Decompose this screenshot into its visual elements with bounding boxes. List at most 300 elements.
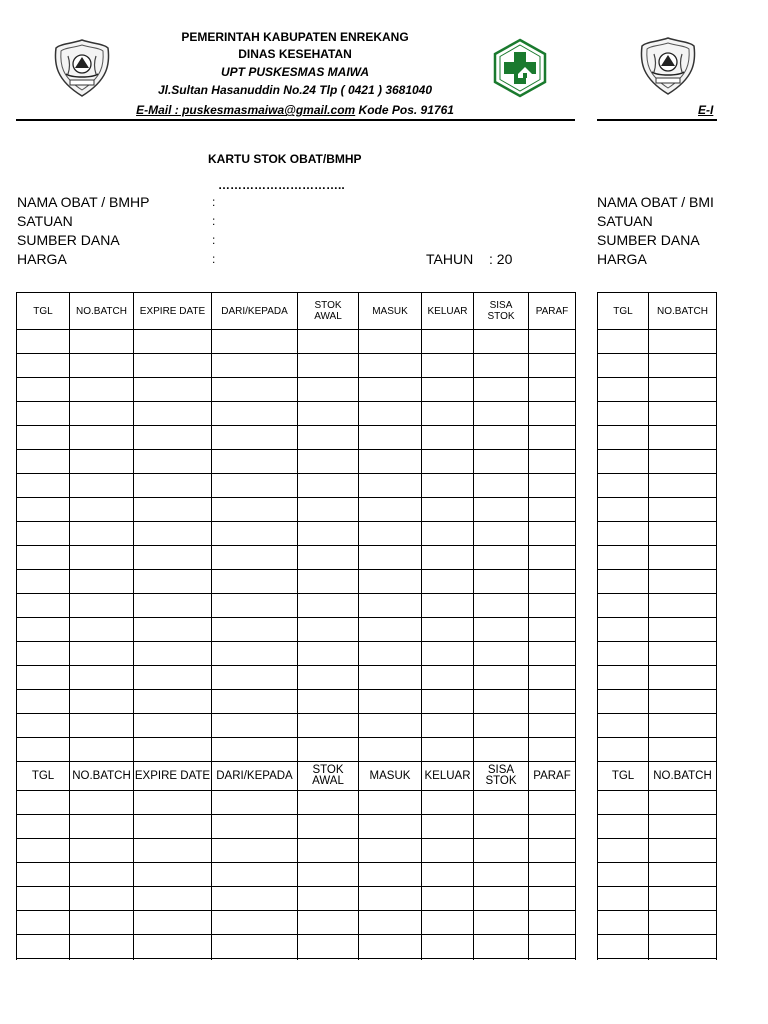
stock-entry-cell[interactable] [529, 594, 576, 618]
stock-entry-cell[interactable] [212, 935, 298, 959]
right-entry-cell[interactable] [717, 815, 718, 839]
right-entry-cell[interactable] [649, 618, 717, 642]
stock-entry-cell[interactable] [474, 426, 529, 450]
stock-entry-cell[interactable] [212, 450, 298, 474]
right-entry-cell[interactable] [717, 546, 718, 570]
stock-entry-cell[interactable] [212, 402, 298, 426]
stock-entry-cell[interactable] [17, 738, 70, 762]
stock-entry-cell[interactable] [529, 690, 576, 714]
stock-entry-cell[interactable] [70, 714, 134, 738]
right-entry-cell[interactable] [598, 714, 649, 738]
stock-entry-cell[interactable] [134, 546, 212, 570]
right-entry-cell[interactable] [717, 594, 718, 618]
stock-entry-cell[interactable] [474, 887, 529, 911]
stock-entry-cell[interactable] [359, 738, 422, 762]
right-entry-cell[interactable] [649, 666, 717, 690]
right-entry-cell[interactable] [717, 887, 718, 911]
right-entry-cell[interactable] [649, 354, 717, 378]
stock-entry-cell[interactable] [17, 911, 70, 935]
stock-entry-cell[interactable] [359, 642, 422, 666]
stock-entry-cell[interactable] [17, 815, 70, 839]
stock-entry-cell[interactable] [298, 330, 359, 354]
stock-entry-cell[interactable] [212, 330, 298, 354]
right-entry-cell[interactable] [649, 791, 717, 815]
right-entry-cell[interactable] [717, 330, 718, 354]
stock-entry-cell[interactable] [134, 522, 212, 546]
right-entry-cell[interactable] [649, 450, 717, 474]
stock-entry-cell[interactable] [422, 618, 474, 642]
right-entry-cell[interactable] [598, 426, 649, 450]
right-entry-cell[interactable] [717, 642, 718, 666]
stock-entry-cell[interactable] [17, 935, 70, 959]
stock-entry-cell[interactable] [359, 714, 422, 738]
stock-entry-cell[interactable] [474, 935, 529, 959]
stock-entry-cell[interactable] [17, 959, 70, 961]
right-entry-cell[interactable] [598, 815, 649, 839]
stock-entry-cell[interactable] [70, 738, 134, 762]
right-entry-cell[interactable] [717, 426, 718, 450]
stock-entry-cell[interactable] [212, 426, 298, 450]
stock-entry-cell[interactable] [70, 426, 134, 450]
stock-entry-cell[interactable] [70, 402, 134, 426]
stock-entry-cell[interactable] [474, 546, 529, 570]
stock-entry-cell[interactable] [212, 690, 298, 714]
stock-entry-cell[interactable] [134, 839, 212, 863]
stock-entry-cell[interactable] [17, 887, 70, 911]
stock-entry-cell[interactable] [298, 474, 359, 498]
stock-entry-cell[interactable] [70, 666, 134, 690]
stock-entry-cell[interactable] [70, 935, 134, 959]
stock-entry-cell[interactable] [134, 791, 212, 815]
stock-entry-cell[interactable] [298, 935, 359, 959]
stock-entry-cell[interactable] [422, 570, 474, 594]
stock-entry-cell[interactable] [529, 935, 576, 959]
stock-entry-cell[interactable] [212, 378, 298, 402]
stock-entry-cell[interactable] [359, 911, 422, 935]
right-entry-cell[interactable] [649, 642, 717, 666]
stock-entry-cell[interactable] [298, 426, 359, 450]
stock-entry-cell[interactable] [422, 935, 474, 959]
stock-entry-cell[interactable] [474, 791, 529, 815]
stock-entry-cell[interactable] [474, 330, 529, 354]
stock-entry-cell[interactable] [17, 330, 70, 354]
right-entry-cell[interactable] [717, 839, 718, 863]
stock-entry-cell[interactable] [529, 839, 576, 863]
stock-entry-cell[interactable] [17, 474, 70, 498]
right-entry-cell[interactable] [649, 839, 717, 863]
stock-entry-cell[interactable] [422, 714, 474, 738]
stock-entry-cell[interactable] [359, 498, 422, 522]
stock-entry-cell[interactable] [474, 474, 529, 498]
stock-entry-cell[interactable] [529, 498, 576, 522]
stock-entry-cell[interactable] [70, 570, 134, 594]
stock-entry-cell[interactable] [70, 690, 134, 714]
stock-entry-cell[interactable] [529, 666, 576, 690]
stock-entry-cell[interactable] [359, 887, 422, 911]
stock-entry-cell[interactable] [70, 911, 134, 935]
right-entry-cell[interactable] [649, 714, 717, 738]
right-entry-cell[interactable] [598, 474, 649, 498]
right-entry-cell[interactable] [717, 690, 718, 714]
stock-entry-cell[interactable] [134, 815, 212, 839]
right-entry-cell[interactable] [649, 959, 717, 961]
stock-entry-cell[interactable] [212, 738, 298, 762]
stock-entry-cell[interactable] [17, 666, 70, 690]
stock-entry-cell[interactable] [529, 330, 576, 354]
stock-entry-cell[interactable] [298, 959, 359, 961]
right-entry-cell[interactable] [717, 570, 718, 594]
right-entry-cell[interactable] [717, 791, 718, 815]
stock-entry-cell[interactable] [422, 546, 474, 570]
stock-entry-cell[interactable] [17, 378, 70, 402]
stock-entry-cell[interactable] [134, 738, 212, 762]
stock-entry-cell[interactable] [70, 642, 134, 666]
stock-entry-cell[interactable] [134, 935, 212, 959]
stock-entry-cell[interactable] [17, 402, 70, 426]
stock-entry-cell[interactable] [422, 402, 474, 426]
stock-entry-cell[interactable] [298, 594, 359, 618]
right-entry-cell[interactable] [649, 911, 717, 935]
stock-entry-cell[interactable] [17, 522, 70, 546]
stock-entry-cell[interactable] [359, 570, 422, 594]
stock-entry-cell[interactable] [298, 450, 359, 474]
right-entry-cell[interactable] [649, 738, 717, 762]
stock-entry-cell[interactable] [359, 690, 422, 714]
stock-entry-cell[interactable] [529, 887, 576, 911]
stock-entry-cell[interactable] [529, 378, 576, 402]
stock-entry-cell[interactable] [134, 378, 212, 402]
right-entry-cell[interactable] [598, 839, 649, 863]
stock-entry-cell[interactable] [17, 594, 70, 618]
right-entry-cell[interactable] [598, 594, 649, 618]
stock-entry-cell[interactable] [359, 863, 422, 887]
stock-entry-cell[interactable] [474, 378, 529, 402]
right-entry-cell[interactable] [649, 426, 717, 450]
stock-entry-cell[interactable] [212, 498, 298, 522]
right-entry-cell[interactable] [598, 546, 649, 570]
stock-entry-cell[interactable] [212, 570, 298, 594]
right-entry-cell[interactable] [598, 690, 649, 714]
stock-entry-cell[interactable] [529, 426, 576, 450]
stock-entry-cell[interactable] [70, 594, 134, 618]
stock-entry-cell[interactable] [212, 474, 298, 498]
right-entry-cell[interactable] [649, 690, 717, 714]
stock-entry-cell[interactable] [134, 911, 212, 935]
right-entry-cell[interactable] [717, 450, 718, 474]
right-entry-cell[interactable] [598, 498, 649, 522]
stock-entry-cell[interactable] [359, 791, 422, 815]
stock-entry-cell[interactable] [212, 618, 298, 642]
right-entry-cell[interactable] [649, 863, 717, 887]
right-entry-cell[interactable] [598, 570, 649, 594]
stock-entry-cell[interactable] [474, 402, 529, 426]
stock-entry-cell[interactable] [422, 426, 474, 450]
stock-entry-cell[interactable] [134, 887, 212, 911]
stock-entry-cell[interactable] [529, 911, 576, 935]
stock-entry-cell[interactable] [298, 378, 359, 402]
right-entry-cell[interactable] [717, 666, 718, 690]
stock-entry-cell[interactable] [212, 815, 298, 839]
stock-entry-cell[interactable] [474, 959, 529, 961]
stock-entry-cell[interactable] [474, 815, 529, 839]
stock-entry-cell[interactable] [359, 474, 422, 498]
stock-entry-cell[interactable] [529, 714, 576, 738]
stock-entry-cell[interactable] [359, 354, 422, 378]
right-entry-cell[interactable] [717, 498, 718, 522]
stock-entry-cell[interactable] [70, 378, 134, 402]
right-entry-cell[interactable] [598, 522, 649, 546]
stock-entry-cell[interactable] [474, 594, 529, 618]
stock-entry-cell[interactable] [17, 618, 70, 642]
stock-entry-cell[interactable] [359, 402, 422, 426]
stock-entry-cell[interactable] [359, 426, 422, 450]
right-entry-cell[interactable] [598, 354, 649, 378]
stock-entry-cell[interactable] [134, 450, 212, 474]
right-entry-cell[interactable] [649, 402, 717, 426]
stock-entry-cell[interactable] [212, 839, 298, 863]
stock-entry-cell[interactable] [359, 839, 422, 863]
stock-entry-cell[interactable] [474, 642, 529, 666]
stock-entry-cell[interactable] [212, 666, 298, 690]
stock-entry-cell[interactable] [134, 959, 212, 961]
email-link[interactable]: E-Mail : puskesmasmaiwa@gmail.com [136, 103, 356, 117]
stock-entry-cell[interactable] [70, 522, 134, 546]
right-entry-cell[interactable] [717, 935, 718, 959]
stock-entry-cell[interactable] [422, 354, 474, 378]
stock-entry-cell[interactable] [422, 378, 474, 402]
stock-entry-cell[interactable] [422, 642, 474, 666]
stock-entry-cell[interactable] [298, 354, 359, 378]
right-entry-cell[interactable] [649, 474, 717, 498]
stock-entry-cell[interactable] [359, 522, 422, 546]
stock-entry-cell[interactable] [17, 839, 70, 863]
stock-entry-cell[interactable] [529, 450, 576, 474]
stock-entry-cell[interactable] [298, 522, 359, 546]
stock-entry-cell[interactable] [134, 618, 212, 642]
stock-entry-cell[interactable] [298, 839, 359, 863]
stock-entry-cell[interactable] [70, 815, 134, 839]
stock-entry-cell[interactable] [359, 330, 422, 354]
stock-entry-cell[interactable] [298, 666, 359, 690]
stock-entry-cell[interactable] [70, 618, 134, 642]
stock-entry-cell[interactable] [17, 354, 70, 378]
stock-entry-cell[interactable] [17, 426, 70, 450]
stock-entry-cell[interactable] [474, 498, 529, 522]
stock-entry-cell[interactable] [212, 642, 298, 666]
stock-entry-cell[interactable] [474, 354, 529, 378]
stock-entry-cell[interactable] [70, 546, 134, 570]
right-entry-cell[interactable] [717, 378, 718, 402]
stock-entry-cell[interactable] [70, 498, 134, 522]
right-entry-cell[interactable] [598, 642, 649, 666]
stock-entry-cell[interactable] [359, 546, 422, 570]
right-entry-cell[interactable] [598, 738, 649, 762]
stock-entry-cell[interactable] [298, 738, 359, 762]
stock-entry-cell[interactable] [529, 642, 576, 666]
stock-entry-cell[interactable] [134, 354, 212, 378]
right-entry-cell[interactable] [598, 402, 649, 426]
right-entry-cell[interactable] [649, 498, 717, 522]
stock-entry-cell[interactable] [474, 863, 529, 887]
stock-entry-cell[interactable] [134, 594, 212, 618]
stock-entry-cell[interactable] [422, 474, 474, 498]
stock-entry-cell[interactable] [359, 959, 422, 961]
stock-entry-cell[interactable] [298, 815, 359, 839]
stock-entry-cell[interactable] [70, 474, 134, 498]
stock-entry-cell[interactable] [298, 618, 359, 642]
right-entry-cell[interactable] [717, 714, 718, 738]
stock-entry-cell[interactable] [70, 354, 134, 378]
stock-entry-cell[interactable] [422, 911, 474, 935]
stock-entry-cell[interactable] [474, 839, 529, 863]
stock-entry-cell[interactable] [529, 474, 576, 498]
stock-entry-cell[interactable] [212, 863, 298, 887]
stock-entry-cell[interactable] [134, 690, 212, 714]
stock-entry-cell[interactable] [134, 426, 212, 450]
stock-entry-cell[interactable] [212, 522, 298, 546]
stock-entry-cell[interactable] [212, 911, 298, 935]
right-entry-cell[interactable] [649, 594, 717, 618]
stock-entry-cell[interactable] [359, 594, 422, 618]
right-entry-cell[interactable] [717, 354, 718, 378]
stock-entry-cell[interactable] [474, 570, 529, 594]
stock-entry-cell[interactable] [17, 791, 70, 815]
stock-entry-cell[interactable] [529, 791, 576, 815]
stock-entry-cell[interactable] [422, 690, 474, 714]
stock-entry-cell[interactable] [474, 618, 529, 642]
stock-entry-cell[interactable] [298, 570, 359, 594]
stock-entry-cell[interactable] [422, 666, 474, 690]
right-entry-cell[interactable] [717, 522, 718, 546]
right-entry-cell[interactable] [717, 911, 718, 935]
stock-entry-cell[interactable] [529, 570, 576, 594]
stock-entry-cell[interactable] [298, 911, 359, 935]
right-entry-cell[interactable] [598, 618, 649, 642]
right-entry-cell[interactable] [598, 863, 649, 887]
stock-entry-cell[interactable] [422, 959, 474, 961]
stock-entry-cell[interactable] [134, 863, 212, 887]
stock-entry-cell[interactable] [212, 546, 298, 570]
right-entry-cell[interactable] [717, 738, 718, 762]
stock-entry-cell[interactable] [359, 618, 422, 642]
stock-entry-cell[interactable] [422, 498, 474, 522]
stock-entry-cell[interactable] [422, 450, 474, 474]
right-entry-cell[interactable] [649, 887, 717, 911]
stock-entry-cell[interactable] [298, 690, 359, 714]
stock-entry-cell[interactable] [529, 354, 576, 378]
stock-entry-cell[interactable] [422, 738, 474, 762]
stock-entry-cell[interactable] [298, 498, 359, 522]
stock-entry-cell[interactable] [422, 863, 474, 887]
stock-entry-cell[interactable] [474, 690, 529, 714]
stock-entry-cell[interactable] [298, 546, 359, 570]
right-entry-cell[interactable] [649, 546, 717, 570]
stock-entry-cell[interactable] [298, 714, 359, 738]
right-entry-cell[interactable] [598, 791, 649, 815]
stock-entry-cell[interactable] [212, 714, 298, 738]
right-entry-cell[interactable] [598, 911, 649, 935]
stock-entry-cell[interactable] [422, 594, 474, 618]
stock-entry-cell[interactable] [134, 714, 212, 738]
stock-entry-cell[interactable] [17, 546, 70, 570]
stock-entry-cell[interactable] [70, 887, 134, 911]
stock-entry-cell[interactable] [70, 450, 134, 474]
stock-entry-cell[interactable] [474, 522, 529, 546]
stock-entry-cell[interactable] [70, 330, 134, 354]
stock-entry-cell[interactable] [298, 887, 359, 911]
stock-entry-cell[interactable] [70, 863, 134, 887]
right-entry-cell[interactable] [649, 815, 717, 839]
right-entry-cell[interactable] [649, 935, 717, 959]
stock-entry-cell[interactable] [212, 354, 298, 378]
right-entry-cell[interactable] [649, 522, 717, 546]
stock-entry-cell[interactable] [134, 474, 212, 498]
stock-entry-cell[interactable] [70, 791, 134, 815]
right-entry-cell[interactable] [598, 378, 649, 402]
stock-entry-cell[interactable] [474, 450, 529, 474]
stock-entry-cell[interactable] [212, 594, 298, 618]
stock-entry-cell[interactable] [134, 570, 212, 594]
stock-entry-cell[interactable] [422, 330, 474, 354]
right-entry-cell[interactable] [717, 474, 718, 498]
right-entry-cell[interactable] [649, 330, 717, 354]
stock-entry-cell[interactable] [529, 618, 576, 642]
stock-entry-cell[interactable] [474, 911, 529, 935]
stock-entry-cell[interactable] [212, 887, 298, 911]
stock-entry-cell[interactable] [529, 546, 576, 570]
stock-entry-cell[interactable] [359, 666, 422, 690]
stock-entry-cell[interactable] [529, 738, 576, 762]
stock-entry-cell[interactable] [17, 498, 70, 522]
stock-entry-cell[interactable] [134, 642, 212, 666]
stock-entry-cell[interactable] [474, 714, 529, 738]
right-entry-cell[interactable] [598, 666, 649, 690]
stock-entry-cell[interactable] [529, 522, 576, 546]
stock-entry-cell[interactable] [474, 666, 529, 690]
stock-entry-cell[interactable] [359, 378, 422, 402]
stock-entry-cell[interactable] [529, 863, 576, 887]
right-entry-cell[interactable] [717, 618, 718, 642]
right-entry-cell[interactable] [598, 330, 649, 354]
stock-entry-cell[interactable] [529, 959, 576, 961]
stock-entry-cell[interactable] [422, 522, 474, 546]
stock-entry-cell[interactable] [134, 498, 212, 522]
stock-entry-cell[interactable] [422, 839, 474, 863]
stock-entry-cell[interactable] [17, 642, 70, 666]
stock-entry-cell[interactable] [17, 450, 70, 474]
right-entry-cell[interactable] [717, 863, 718, 887]
stock-entry-cell[interactable] [17, 690, 70, 714]
stock-entry-cell[interactable] [422, 791, 474, 815]
stock-entry-cell[interactable] [298, 791, 359, 815]
stock-entry-cell[interactable] [359, 815, 422, 839]
stock-entry-cell[interactable] [70, 959, 134, 961]
stock-entry-cell[interactable] [422, 815, 474, 839]
stock-entry-cell[interactable] [422, 887, 474, 911]
stock-entry-cell[interactable] [70, 839, 134, 863]
stock-entry-cell[interactable] [212, 791, 298, 815]
right-entry-cell[interactable] [717, 402, 718, 426]
stock-entry-cell[interactable] [298, 642, 359, 666]
stock-entry-cell[interactable] [529, 402, 576, 426]
stock-entry-cell[interactable] [529, 815, 576, 839]
stock-entry-cell[interactable] [212, 959, 298, 961]
right-entry-cell[interactable] [649, 570, 717, 594]
stock-entry-cell[interactable] [17, 863, 70, 887]
right-entry-cell[interactable] [598, 959, 649, 961]
right-entry-cell[interactable] [598, 935, 649, 959]
stock-entry-cell[interactable] [474, 738, 529, 762]
